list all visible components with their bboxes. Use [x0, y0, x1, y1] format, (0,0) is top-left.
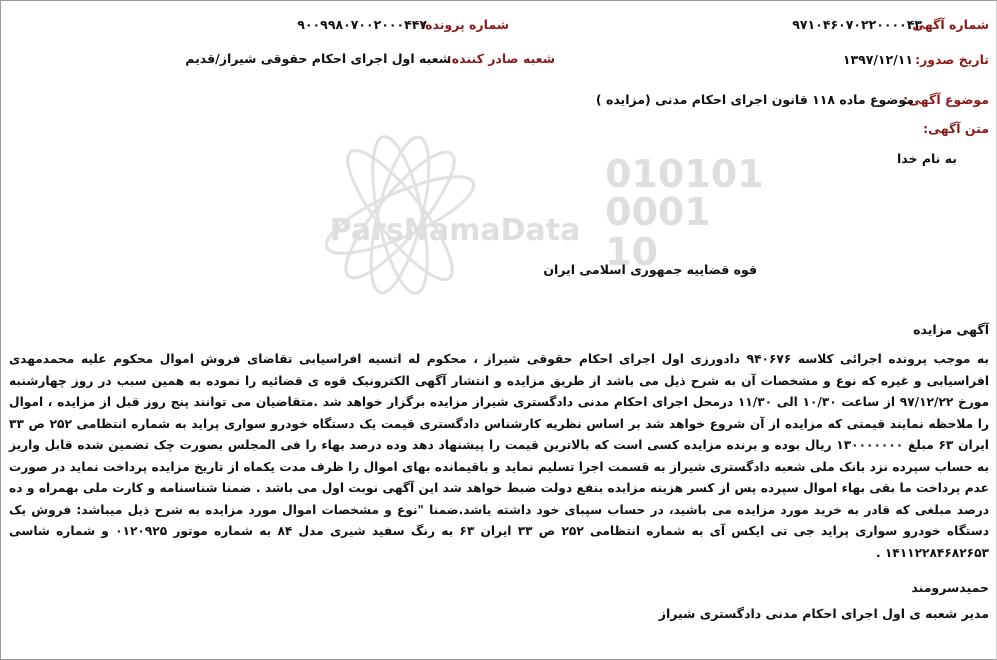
watermark-digits-low: 10 — [605, 230, 658, 274]
auction-notice-body — [9, 349, 989, 564]
ad-number-value: ۹۷۱۰۴۶۰۷۰۲۲۰۰۰۰۴۳ — [792, 17, 922, 32]
ad-number-label: شماره آگهی: — [907, 17, 989, 32]
watermark-digits-top: 010101 — [605, 152, 764, 196]
subject-label: موضوع آگهی: — [903, 92, 989, 107]
issue-date-label: تاریخ صدور: — [915, 52, 989, 67]
issuer-value: شعبه اول اجرای احکام حقوقی شیراز/قدیم — [185, 51, 451, 66]
issuer-label: شعبه صادر کننده: — [446, 51, 555, 66]
auction-heading: آگهی مزایده — [913, 322, 989, 337]
issue-date-value: ۱۳۹۷/۱۲/۱۱ — [842, 52, 913, 67]
signer-name: حمیدسرومند — [911, 580, 989, 595]
case-number-value: ۹۰۰۹۹۸۰۷۰۰۲۰۰۰۴۴۷ — [297, 17, 427, 32]
watermark-digits-mid: 0001 — [605, 190, 711, 234]
case-number-label: شماره پرونده: — [420, 17, 509, 32]
judiciary-title: قوه قضاییه جمهوری اسلامی ایران — [543, 262, 757, 277]
subject-value: موضوع ماده ۱۱۸ قانون اجرای احکام مدنی (مزایده ) — [595, 92, 914, 107]
notice-paragraph: به موجب پرونده اجرائی کلاسه ۹۴۰۶۷۶ دادورزی اول اجرای احکام حقوقی شیراز ، محکوم له اتسیه افراسیابی تقاضای فروش اموال محکوم علیه محمدمهدی افراسیابی و غیره که نوع و مشخصات آن به شرح ذیل می باشد از طریق مزایده و انتشار آگهی الکترونیک قوه ی قضائیه را نموده به همین سبب در روز چهارشنبه مورخ ۹۷/۱۲/۲۲ از ساعت ۱۰/۳۰ الی ۱۱/۳۰ درمحل اجرای احکام مدنی دادگستری شیراز مزایده برگزار خواهد شد .متقاضیان می توانند پنج روز قبل از مزایده ، اموال را ملاحظه نمایند قیمتی که مزایده از آن شروع خواهد شد بر اساس نظریه کارشناس دادگستری قیمت یک دستگاه خودرو سواری پراید به شماره انتظامی ۲۵۲ ص ۳۳ ایران ۶۳ مبلغ ۱۳۰۰۰۰۰۰۰ ریال بوده و برنده مزایده کسی است که بالاترین قیمت را پیشنهاد دهد وده درصد بهاء را فی المجلس بصورت چک تضمین شده قابل واریز به حساب سپرده نزد بانک ملی شعبه دادگستری شیراز به قسمت اجرا تسلیم نماید و باقیمانده بهای اموال را ظرف مدت یکماه از تاریخ مزایده پرداخت نماید در صورت عدم پرداخت ما بقی بهاء اموال سپرده پس از کسر هزینه مزایده بنفع دولت ضبط خواهد شد این آگهی نوبت اول می باشد . ضمنا شناسنامه و کارت ملی بهمراه و ده درصد مبلغی که قادر به خرید مورد مزایده می باشید، در حساب سپبای خود داشته باشد.ضمنا "نوع و مشخصات اموال مورد مزایده به شرح ذیل میباشد: فروش یک دستگاه خودرو سواری پراید جی تی ایکس آی به شماره انتظامی ۲۵۲ ص ۳۳ ایران ۶۳ به رنگ سفید شیری مدل ۸۴ به شماره موتور ۰۱۲۰۹۲۵ و شماره شاسی ۱۴۱۱۲۲۸۴۶۸۲۶۵۳ . — [9, 352, 989, 560]
bismillah: به نام خدا — [896, 151, 957, 166]
signer-title: مدیر شعبه ی اول اجرای احکام مدنی دادگستری شیراز — [658, 606, 989, 621]
text-label: متن آگهی: — [923, 121, 989, 136]
watermark-band: ParsNamaData — [329, 213, 581, 248]
